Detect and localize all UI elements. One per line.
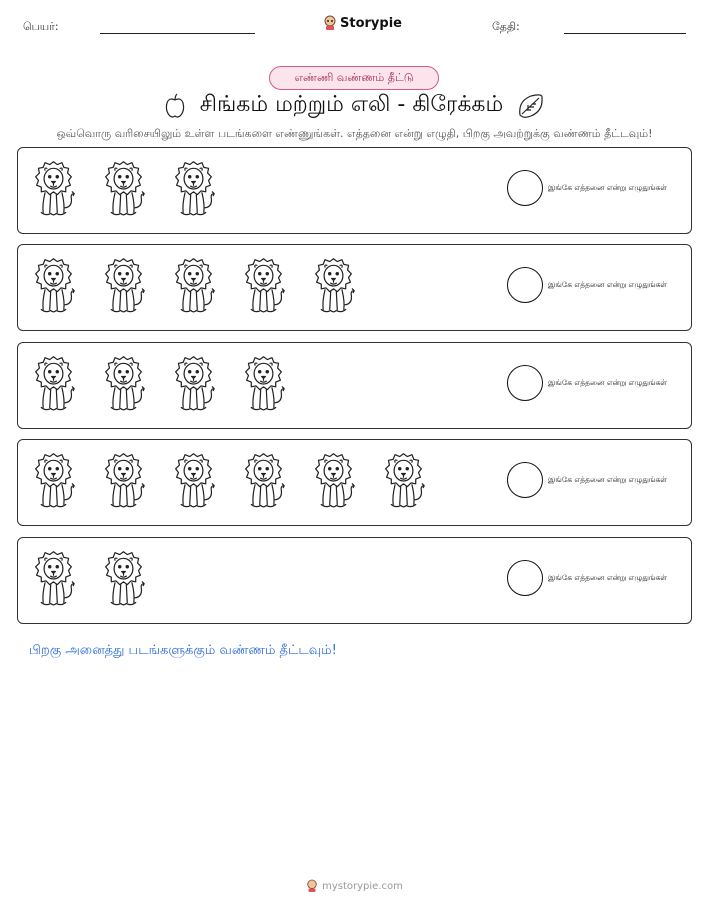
lion-icon[interactable] [100, 548, 147, 610]
instructions: ஒவ்வொரு வரிசையிலும் உள்ள படங்களை எண்ணுங்கள். எத்தனை என்று எழுதி, பிறகு அவற்றுக்கு வண்ணம் தீட்டவும்! [56, 127, 653, 140]
answer-area [507, 462, 667, 498]
counting-row [17, 537, 692, 624]
answer-hint: இங்கே எத்தனை என்று எழுதுங்கள் [548, 183, 668, 192]
answer-hint: இங்கே எத்தனை என்று எழுதுங்கள் [548, 280, 668, 289]
leaf-icon [517, 93, 545, 119]
lion-group [30, 548, 170, 610]
name-write-line[interactable] [100, 33, 255, 34]
page-header [0, 14, 709, 40]
date-write-line[interactable] [564, 33, 686, 34]
apple-icon [164, 93, 186, 119]
storypie-mascot-icon [323, 15, 337, 31]
lion-icon[interactable] [30, 255, 77, 317]
answer-circle[interactable] [507, 267, 543, 303]
lion-icon[interactable] [30, 450, 77, 512]
lion-icon[interactable] [170, 450, 217, 512]
lion-icon[interactable] [100, 158, 147, 220]
answer-circle[interactable] [507, 462, 543, 498]
answer-hint: இங்கே எத்தனை என்று எழுதுங்கள் [548, 378, 668, 387]
answer-area [507, 560, 667, 596]
brand-name: Storypie [340, 15, 402, 31]
footer-message: பிறகு அனைத்து படங்களுக்கும் வண்ணம் தீட்டவும்! [29, 643, 337, 658]
lion-icon[interactable] [310, 450, 357, 512]
lion-group [30, 255, 380, 317]
answer-area [507, 365, 667, 401]
lion-icon[interactable] [100, 255, 147, 317]
lion-icon[interactable] [100, 450, 147, 512]
date-label: தேதி: [492, 20, 520, 33]
answer-area [507, 267, 667, 303]
lion-icon[interactable] [380, 450, 427, 512]
counting-row [17, 439, 692, 526]
lion-group [30, 353, 310, 415]
title-row [0, 89, 709, 123]
lion-icon[interactable] [30, 353, 77, 415]
counting-row [17, 147, 692, 234]
lion-icon[interactable] [30, 158, 77, 220]
lion-icon[interactable] [310, 255, 357, 317]
lion-group [30, 158, 240, 220]
lion-icon[interactable] [30, 548, 77, 610]
storypie-footer-icon [306, 879, 318, 893]
lion-icon[interactable] [170, 158, 217, 220]
activity-badge: எண்ணி வண்ணம் தீட்டு [269, 66, 439, 90]
answer-circle[interactable] [507, 560, 543, 596]
counting-row [17, 244, 692, 331]
counting-row [17, 342, 692, 429]
answer-circle[interactable] [507, 365, 543, 401]
brand-logo [323, 15, 402, 31]
answer-hint: இங்கே எத்தனை என்று எழுதுங்கள் [548, 573, 668, 582]
lion-icon[interactable] [100, 353, 147, 415]
lion-icon[interactable] [170, 255, 217, 317]
lion-icon[interactable] [240, 450, 287, 512]
answer-circle[interactable] [507, 170, 543, 206]
lion-icon[interactable] [170, 353, 217, 415]
page-title: சிங்கம் மற்றும் எலி - கிரேக்கம் [199, 92, 504, 117]
site-url: mystorypie.com [322, 880, 403, 892]
name-label: பெயர்: [23, 20, 59, 33]
answer-area [507, 170, 667, 206]
answer-hint: இங்கே எத்தனை என்று எழுதுங்கள் [548, 475, 668, 484]
site-footer [0, 879, 709, 893]
lion-icon[interactable] [240, 353, 287, 415]
lion-icon[interactable] [240, 255, 287, 317]
lion-group [30, 450, 450, 512]
